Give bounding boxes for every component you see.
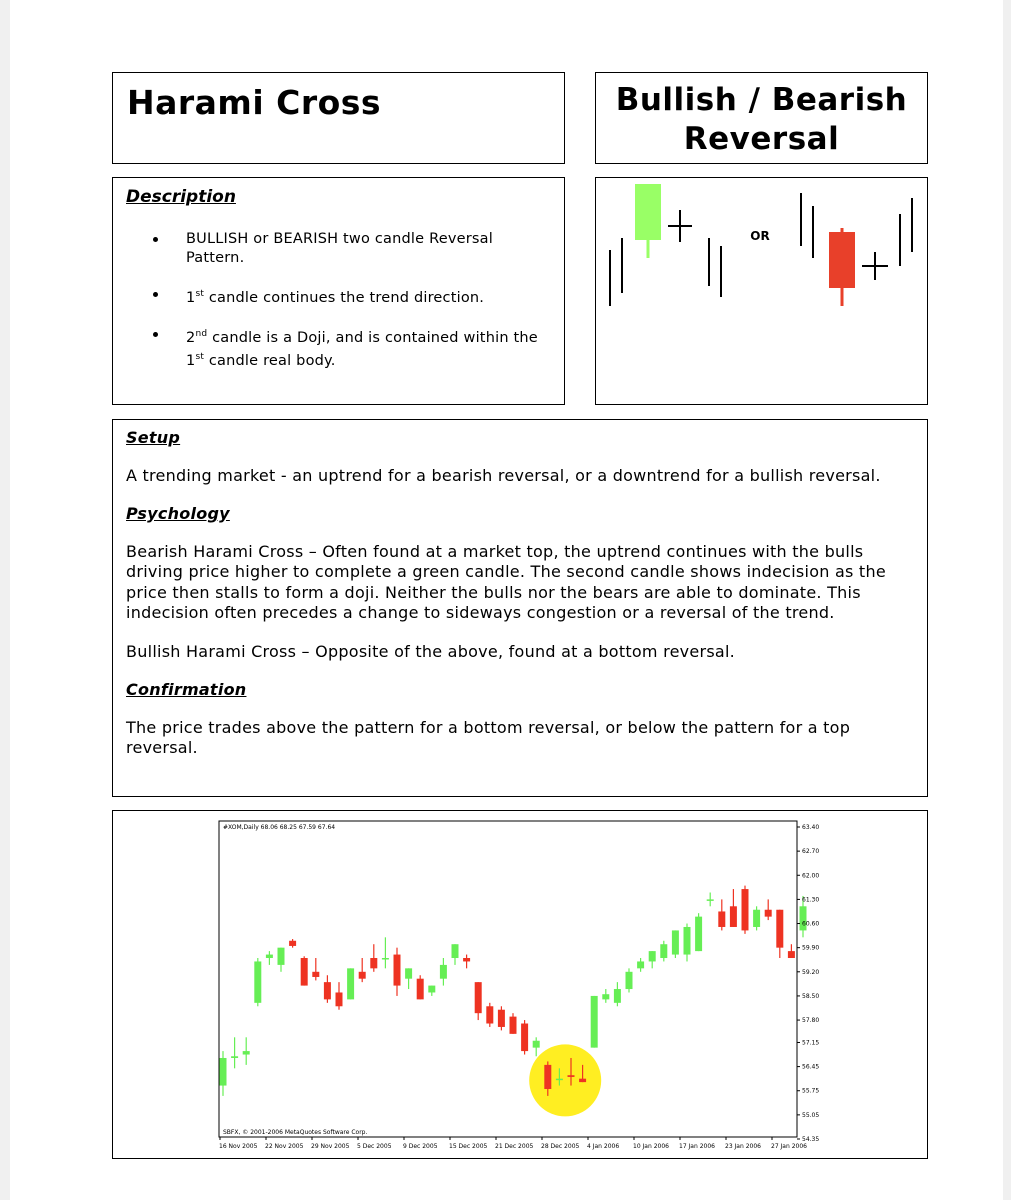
y-tick-label: 62.70 bbox=[802, 848, 820, 856]
candle-body bbox=[637, 961, 644, 968]
y-tick-label: 55.75 bbox=[802, 1087, 820, 1095]
x-tick-label: 17 Jan 2006 bbox=[679, 1143, 715, 1150]
x-tick-label: 27 Jan 2006 bbox=[771, 1143, 807, 1150]
candle-body bbox=[278, 948, 285, 965]
bullet-text: candle continues the trend direction. bbox=[204, 289, 485, 306]
candle-body bbox=[370, 958, 377, 968]
chart-box bbox=[112, 810, 928, 1159]
candle-body bbox=[556, 1079, 563, 1081]
bullet-text: BULLISH or BEARISH two candle Reversal Pattern. bbox=[186, 231, 493, 266]
confirmation-heading: Confirmation bbox=[126, 680, 247, 699]
x-tick-label: 5 Dec 2005 bbox=[357, 1143, 392, 1150]
setup-text: A trending market - an uptrend for a bearish reversal, or a downtrend for a bullish reversal. bbox=[126, 465, 881, 485]
pattern-type bbox=[596, 81, 927, 159]
candle-body bbox=[707, 899, 714, 901]
candle-body bbox=[742, 889, 749, 930]
y-tick-label: 60.60 bbox=[802, 920, 820, 928]
x-tick-label: 28 Dec 2005 bbox=[541, 1143, 580, 1150]
y-tick-label: 55.05 bbox=[802, 1111, 820, 1119]
candle-body bbox=[324, 982, 331, 999]
x-tick-label: 9 Dec 2005 bbox=[403, 1143, 438, 1150]
description-list bbox=[153, 230, 553, 387]
pattern-highlight bbox=[529, 1044, 601, 1116]
y-tick-label: 54.35 bbox=[802, 1136, 820, 1143]
copyright-text: SBFX, © 2001-2006 MetaQuotes Software Corp. bbox=[223, 1129, 368, 1136]
candle-body bbox=[359, 972, 366, 979]
candle-body bbox=[788, 951, 795, 958]
y-tick-label: 57.15 bbox=[802, 1039, 820, 1047]
candle-body bbox=[544, 1065, 551, 1089]
description-bullet bbox=[153, 325, 553, 371]
description-bullet bbox=[153, 285, 553, 308]
candle-body bbox=[672, 930, 679, 954]
pattern-type-box bbox=[595, 72, 928, 164]
x-tick-label: 21 Dec 2005 bbox=[495, 1143, 534, 1150]
y-tick-label: 59.90 bbox=[802, 944, 820, 952]
candle-body bbox=[614, 989, 621, 1003]
candle-body bbox=[428, 986, 435, 993]
candle-body bbox=[417, 979, 424, 1000]
x-tick-label: 23 Jan 2006 bbox=[725, 1143, 761, 1150]
candle-body bbox=[568, 1075, 575, 1077]
candle-body bbox=[463, 958, 470, 961]
candlestick-chart bbox=[113, 811, 926, 1157]
candle-body bbox=[301, 958, 308, 986]
candle-body bbox=[486, 1006, 493, 1023]
candle-body bbox=[475, 982, 482, 1013]
candle-body bbox=[220, 1058, 227, 1086]
candle-body bbox=[695, 917, 702, 951]
setup-box bbox=[112, 419, 928, 797]
candle-body bbox=[591, 996, 598, 1048]
candle-body bbox=[312, 972, 319, 977]
candle-body bbox=[660, 944, 667, 958]
candle-body bbox=[254, 961, 261, 1002]
page bbox=[10, 0, 1003, 1200]
candle-body bbox=[394, 955, 401, 986]
candle-body bbox=[765, 910, 772, 917]
candle-body bbox=[533, 1041, 540, 1048]
pattern-diagram-box bbox=[595, 177, 928, 405]
pattern-title-box bbox=[112, 72, 565, 164]
candle-body bbox=[510, 1017, 517, 1034]
y-tick-label: 59.20 bbox=[802, 968, 820, 976]
candle-body bbox=[776, 910, 783, 948]
candle-body bbox=[626, 972, 633, 989]
candle-body bbox=[405, 968, 412, 978]
candle-body bbox=[347, 968, 354, 999]
candle-body bbox=[336, 992, 343, 1006]
candle-body bbox=[602, 994, 609, 999]
candle-body bbox=[753, 910, 760, 927]
x-tick-label: 22 Nov 2005 bbox=[265, 1143, 304, 1150]
candle-body bbox=[440, 965, 447, 979]
bullet-ordinal-suffix: st bbox=[195, 351, 205, 362]
setup-heading: Setup bbox=[126, 428, 181, 447]
symbol-line: #XOM,Daily 68.06 68.25 67.59 67.64 bbox=[223, 824, 336, 831]
y-tick-label: 56.45 bbox=[802, 1063, 820, 1071]
confirmation-text: The price trades above the pattern for a bottom reversal, or below the pattern for a top reversal. bbox=[126, 717, 851, 757]
candle-body bbox=[684, 927, 691, 955]
bullet-ordinal: 1 bbox=[186, 352, 196, 369]
description-heading: Description bbox=[126, 187, 236, 207]
candle-body bbox=[289, 941, 296, 946]
y-tick-label: 57.80 bbox=[802, 1017, 820, 1025]
bullet-ordinal: 1 bbox=[186, 289, 196, 306]
bullet-ordinal: 2 bbox=[186, 329, 196, 346]
bullet-text: candle real body. bbox=[204, 352, 336, 369]
pattern-type-line2: Reversal bbox=[683, 121, 840, 157]
green-candle-body bbox=[635, 184, 661, 240]
candle-body bbox=[231, 1056, 238, 1058]
psychology-text: Bearish Harami Cross – Often found at a market top, the uptrend continues with the bulls driving price higher to complete a green candle. The second candle shows indecision as the price then stalls to form a doji. Neither the bulls nor the bears are able to dominate. This indecision often precedes a change to sideways congestion or a reversal of the trend. bbox=[126, 541, 886, 622]
x-tick-label: 16 Nov 2005 bbox=[219, 1143, 258, 1150]
bullet-ordinal-suffix: nd bbox=[195, 328, 208, 339]
candle-body bbox=[649, 951, 656, 961]
candle-body bbox=[452, 944, 459, 958]
candle-body bbox=[382, 958, 389, 960]
candle-body bbox=[498, 1010, 505, 1027]
pattern-title: Harami Cross bbox=[127, 83, 382, 122]
or-label: OR bbox=[750, 229, 770, 243]
psychology-heading: Psychology bbox=[126, 504, 230, 523]
candle-body bbox=[243, 1051, 250, 1054]
candle-body bbox=[579, 1079, 586, 1082]
candle-body bbox=[718, 911, 725, 927]
x-tick-label: 4 Jan 2006 bbox=[587, 1143, 620, 1150]
bullet-text: candle is a Doji, and is contained within the bbox=[207, 329, 538, 346]
description-box bbox=[112, 177, 565, 405]
candle-body bbox=[521, 1024, 528, 1052]
pattern-type-line1: Bullish / Bearish bbox=[615, 82, 908, 118]
y-tick-label: 58.50 bbox=[802, 992, 820, 1000]
y-tick-label: 61.30 bbox=[802, 896, 820, 904]
x-tick-label: 15 Dec 2005 bbox=[449, 1143, 488, 1150]
candle-body bbox=[266, 955, 273, 958]
description-bullet bbox=[153, 230, 553, 268]
y-tick-label: 62.00 bbox=[802, 872, 820, 880]
psychology-text: Bullish Harami Cross – Opposite of the above, found at a bottom reversal. bbox=[126, 641, 735, 661]
x-tick-label: 10 Jan 2006 bbox=[633, 1143, 669, 1150]
bullet-ordinal-suffix: st bbox=[195, 289, 205, 299]
pattern-diagram bbox=[596, 178, 926, 403]
x-tick-label: 29 Nov 2005 bbox=[311, 1143, 350, 1150]
candle-body bbox=[730, 906, 737, 927]
red-candle-body bbox=[829, 232, 855, 288]
y-tick-label: 63.40 bbox=[802, 824, 820, 831]
